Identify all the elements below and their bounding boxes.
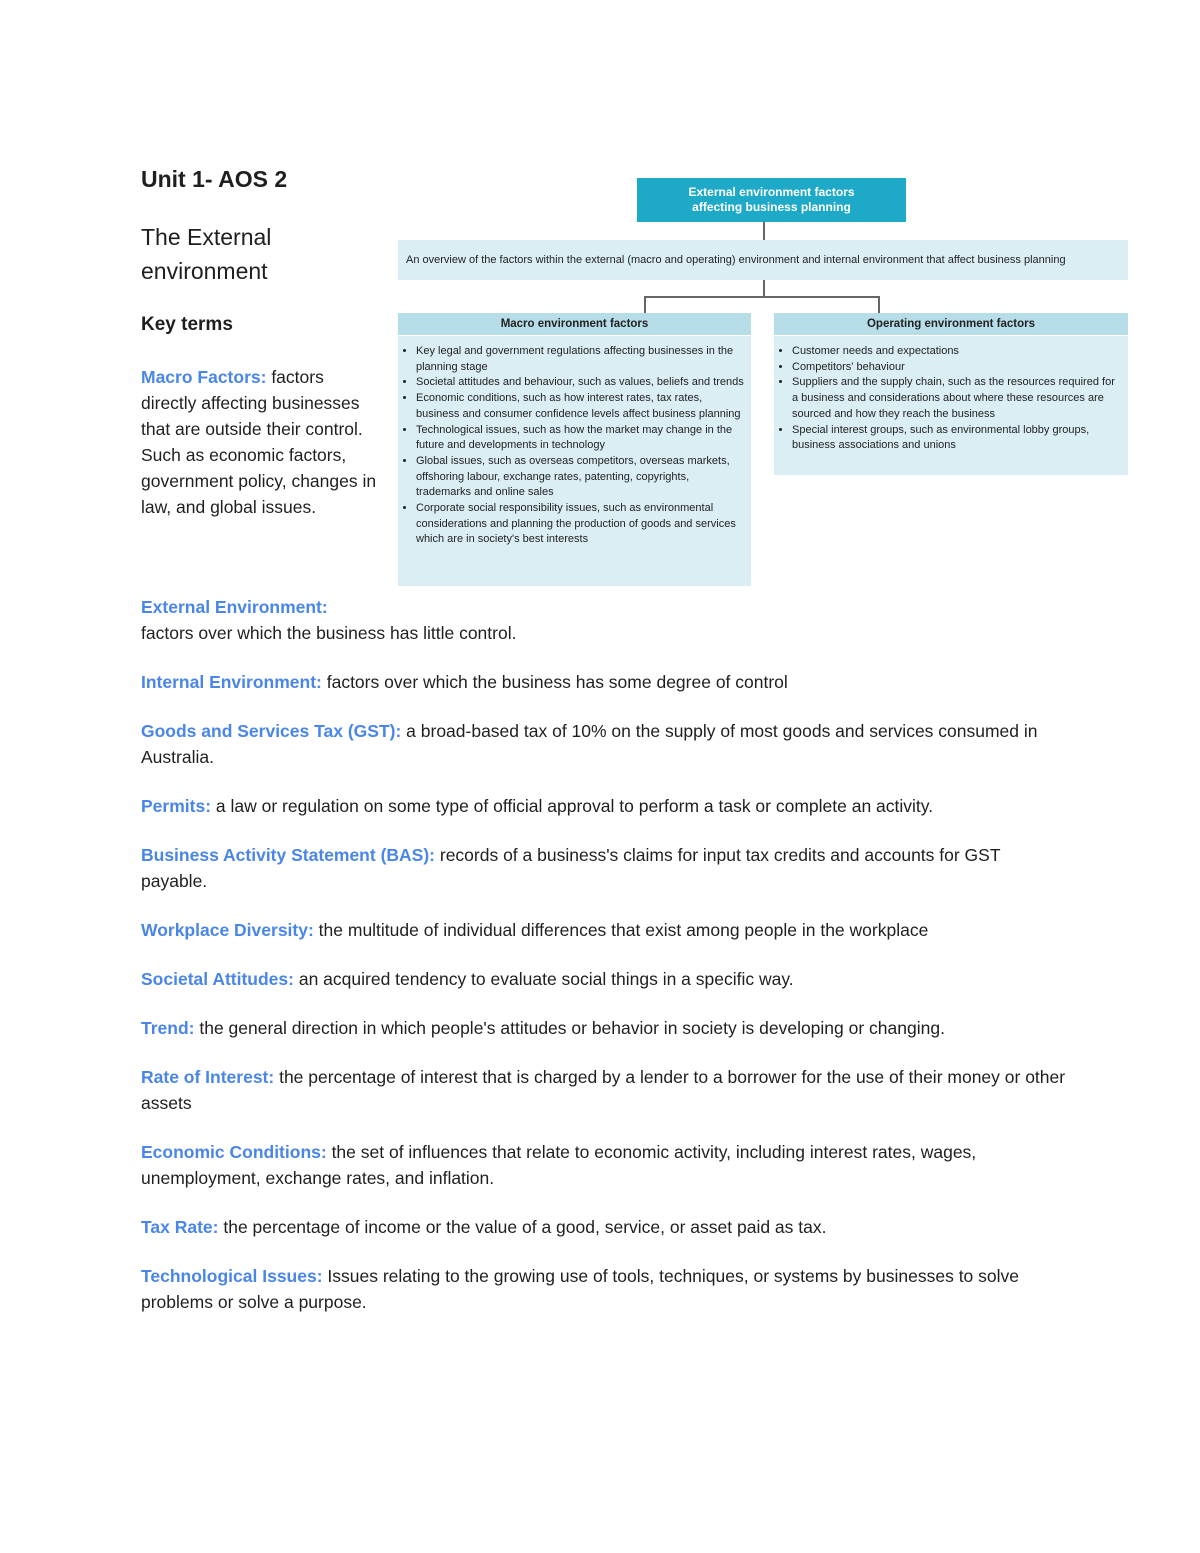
connector-line	[644, 296, 880, 298]
term-name: Macro Factors:	[141, 367, 267, 387]
term-name: Economic Conditions:	[141, 1142, 327, 1162]
list-item: • Key legal and government regulations affecting businesses in the planning stage	[416, 344, 745, 375]
term-definition: the set of influences that relate to economic activity, including interest rates, wages, unemployment, exchange rates, and inflation.	[141, 1142, 977, 1188]
term-name: Business Activity Statement (BAS):	[141, 845, 435, 865]
term-name: Technological Issues:	[141, 1266, 323, 1286]
list-item: • Societal attitudes and behaviour, such as values, beliefs and trends	[416, 375, 745, 391]
list-item: • Economic conditions, such as how interest rates, tax rates, business and consumer confidence levels affect business planning	[416, 391, 745, 422]
term-definition: the multitude of individual differences that exist among people in the workplace	[313, 920, 929, 940]
term-definition: factors directly affecting businesses that are outside their control. Such as economic factors, government policy, changes in law, and global issues.	[141, 367, 377, 517]
term-external-environment	[141, 594, 1071, 646]
term-bas	[141, 842, 1071, 894]
term-rate-of-interest	[141, 1064, 1071, 1116]
term-workplace-diversity	[141, 917, 1071, 943]
diagram-overview-box: An overview of the factors within the external (macro and operating) environment and internal environment that affect business planning	[398, 240, 1128, 280]
operating-factors-list	[774, 336, 1128, 475]
term-internal-environment	[141, 669, 1071, 695]
operating-factors-heading: Operating environment factors	[774, 313, 1128, 335]
term-technological-issues	[141, 1263, 1071, 1315]
term-definition: factors over which the business has little control.	[141, 623, 517, 643]
term-definition: Issues relating to the growing use of tools, techniques, or systems by businesses to solve problems or solve a purpose.	[141, 1266, 1020, 1312]
term-definition: a broad-based tax of 10% on the supply of most goods and services consumed in Australia.	[141, 721, 1038, 767]
term-definition: the percentage of income or the value of a good, service, or asset paid as tax.	[218, 1217, 827, 1237]
term-gst	[141, 718, 1071, 770]
term-name: Permits:	[141, 796, 212, 816]
diagram-top-box: External environment factors affecting business planning	[637, 178, 906, 222]
list-item: • Corporate social responsibility issues, such as environmental considerations and planning the production of goods and services which are in society's best interests	[416, 501, 745, 548]
term-definition: an acquired tendency to evaluate social things in a specific way.	[293, 969, 794, 989]
list-item: • Customer needs and expectations	[792, 344, 1122, 360]
diagram	[396, 176, 1130, 588]
connector-line	[878, 296, 880, 313]
macro-factors-list	[398, 336, 751, 586]
term-definition: a law or regulation on some type of official approval to perform a task or complete an activity.	[211, 796, 934, 816]
term-name: Societal Attitudes:	[141, 969, 294, 989]
term-permits	[141, 793, 1071, 819]
term-name: Goods and Services Tax (GST):	[141, 721, 402, 741]
term-definition: records of a business's claims for input tax credits and accounts for GST payable.	[141, 845, 1001, 891]
term-name: Trend:	[141, 1018, 195, 1038]
list-item: • Global issues, such as overseas competitors, overseas markets, offshoring labour, exchange rates, patenting, copyrights, trademarks and online sales	[416, 454, 745, 501]
connector-line	[763, 222, 765, 240]
section-title: The External environment	[141, 224, 272, 284]
term-tax-rate	[141, 1214, 1071, 1240]
list-item: • Competitors' behaviour	[792, 360, 1122, 376]
term-name: External Environment:	[141, 597, 328, 617]
terms-list	[141, 594, 1071, 1338]
term-economic-conditions	[141, 1139, 1071, 1191]
term-macro-factors	[141, 364, 381, 520]
list-item: • Technological issues, such as how the market may change in the future and developments in technology	[416, 423, 745, 454]
connector-line	[763, 280, 765, 297]
list-item: • Special interest groups, such as environmental lobby groups, business associations and unions	[792, 423, 1122, 454]
term-name: Tax Rate:	[141, 1217, 219, 1237]
document-title: Unit 1- AOS 2	[141, 166, 288, 192]
list-item: • Suppliers and the supply chain, such as the resources required for a business and considerations about where these resources are sourced and how they reach the business	[792, 375, 1122, 422]
term-definition: the percentage of interest that is charged by a lender to a borrower for the use of their money or other assets	[141, 1067, 1066, 1113]
macro-factors-heading: Macro environment factors	[398, 313, 751, 335]
term-name: Rate of Interest:	[141, 1067, 275, 1087]
connector-line	[644, 296, 646, 313]
key-terms-heading: Key terms	[141, 314, 233, 335]
term-name: Workplace Diversity:	[141, 920, 314, 940]
term-trend	[141, 1015, 1071, 1041]
term-definition: factors over which the business has some degree of control	[321, 672, 788, 692]
term-name: Internal Environment:	[141, 672, 322, 692]
term-societal-attitudes	[141, 966, 1071, 992]
term-definition: the general direction in which people's attitudes or behavior in society is developing or changing.	[194, 1018, 945, 1038]
